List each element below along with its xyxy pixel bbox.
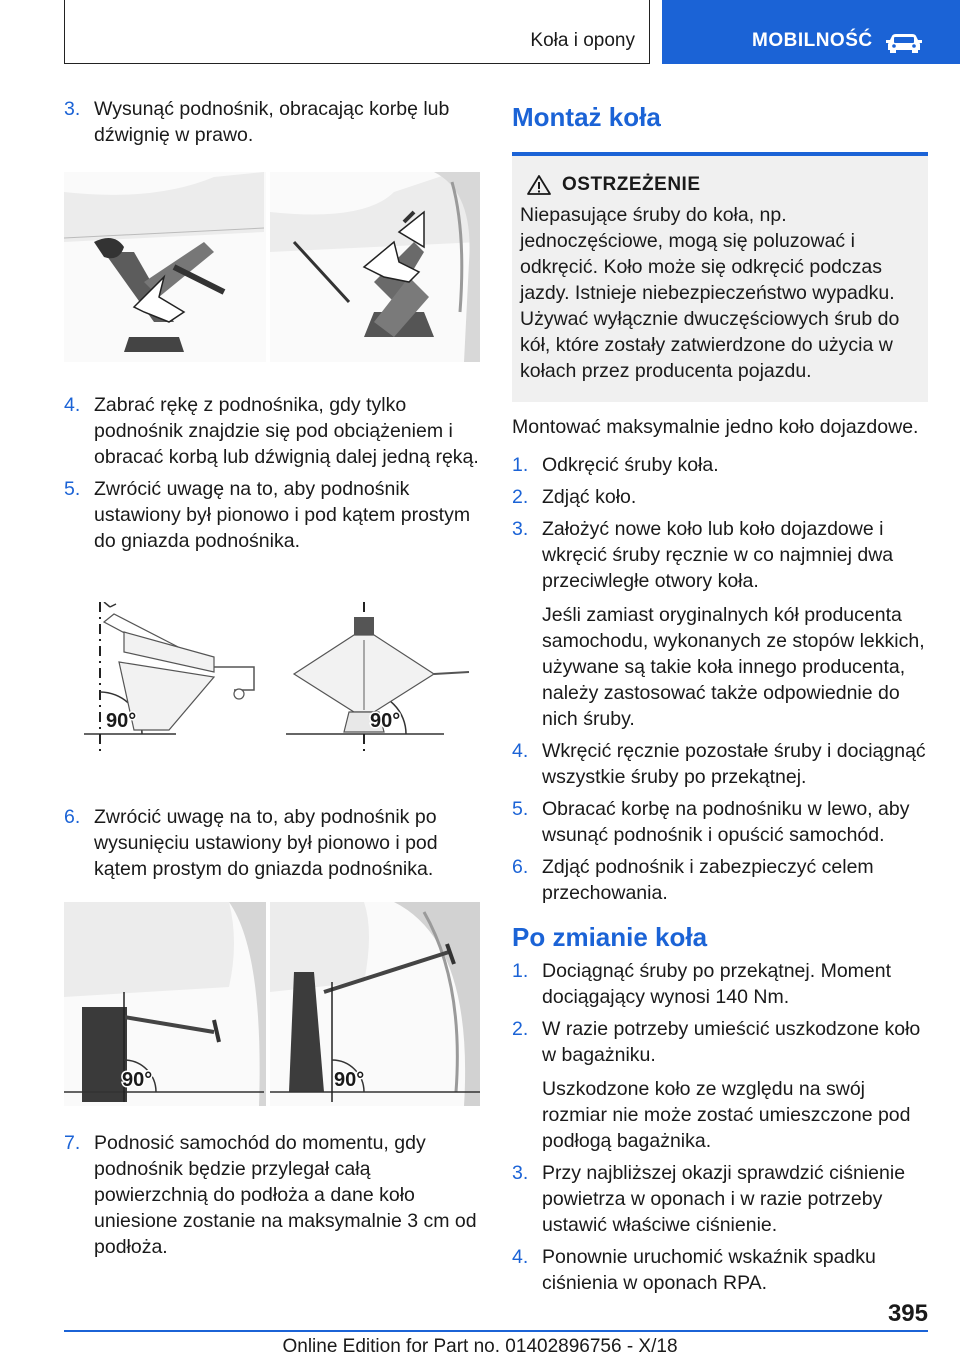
step-number: 6. xyxy=(512,856,529,878)
list-item xyxy=(512,958,928,1010)
warning-text: Niepasujące śruby do koła, np. jednoczęściowe, mogą się poluzować i odkręcić. Koło może się odkręcić podczas jazdy. Istnieje niebezpieczeństwo wypadku. Używać wyłącznie dwuczęściowych śrub do kół, które zostały zatwierdzone do użycia w kołach przez producenta pojazdu. xyxy=(520,204,900,382)
step-text: Zabrać rękę z podnośnika, gdy tylko podnośnik znajdzie się pod obciążeniem i obracać korbą lub dźwignią dalej jedną ręką. xyxy=(94,394,479,468)
step-number: 3. xyxy=(512,1162,529,1184)
step-text: Obracać korbę na podnośniku w lewo, aby wsunąć podnośnik i opuścić samochód. xyxy=(542,798,910,846)
step-text: Zwrócić uwagę na to, aby podnośnik po wysunięciu ustawiony był pionowo i pod kątem prostym do gniazda podnośnika. xyxy=(94,806,438,880)
step-text: Przy najbliższej okazji sprawdzić ciśnienie powietrza w oponach i w razie potrzeby ustawić właściwe ciśnienie. xyxy=(542,1162,906,1236)
right-column xyxy=(512,100,928,1296)
step-number: 3. xyxy=(64,98,81,120)
list-item xyxy=(512,484,928,510)
step-text: Wkręcić ręcznie pozostałe śruby i dociągnąć wszystkie śruby po przekątnej. xyxy=(542,740,926,788)
step-number: 1. xyxy=(512,454,529,476)
step-text: Odkręcić śruby koła. xyxy=(542,454,719,476)
list-item xyxy=(512,516,928,732)
step-number: 4. xyxy=(512,740,529,762)
step-number: 5. xyxy=(64,478,81,500)
step-text: Podnosić samochód do momentu, gdy podnośnik będzie przylegał całą powierzchnią do podłoża a dane koło uniesione zostanie na maksymalnie 3 cm od podłoża. xyxy=(94,1132,477,1258)
warning-title: OSTRZEŻENIE xyxy=(562,174,701,195)
header-chapter-tab xyxy=(662,0,960,64)
step-text: Założyć nowe koło lub koło dojazdowe i wkręcić śruby ręcznie w co najmniej dwa przeciwległe otwory koła. xyxy=(542,518,894,592)
angle-label: 90° xyxy=(106,710,137,732)
step-text: Zdjąć koło. xyxy=(542,486,637,508)
warning-box xyxy=(512,152,928,402)
step-text: W razie potrzeby umieścić uszkodzone koło w bagażniku. xyxy=(542,1018,921,1066)
after-change-steps-list xyxy=(512,958,928,1296)
step-text: Zdjąć podnośnik i zabezpieczyć celem przechowania. xyxy=(542,856,874,904)
step-text: Wysunąć podnośnik, obracając korbę lub dźwignię w prawo. xyxy=(94,98,450,146)
list-item xyxy=(64,1130,480,1260)
list-item xyxy=(512,738,928,790)
step-text: Ponownie uruchomić wskaźnik spadku ciśnienia w oponach RPA. xyxy=(542,1246,876,1294)
step-number: 4. xyxy=(512,1246,529,1268)
warning-header xyxy=(520,174,920,196)
list-item xyxy=(64,96,480,148)
step-text: Zwrócić uwagę na to, aby podnośnik ustawiony był pionowo i pod kątem prostym do gniazda podnośnika. xyxy=(94,478,471,552)
angle-label: 90° xyxy=(370,710,401,732)
mounting-steps-list xyxy=(512,452,928,906)
step-note: Uszkodzone koło ze względu na swój rozmiar nie może zostać umieszczone pod podłogą bagażnika. xyxy=(542,1078,911,1152)
list-item xyxy=(64,804,480,882)
step-number: 1. xyxy=(512,960,529,982)
list-item xyxy=(64,392,480,470)
step-number: 5. xyxy=(512,798,529,820)
list-item xyxy=(512,854,928,906)
step-number: 7. xyxy=(64,1132,81,1154)
list-item xyxy=(64,476,480,554)
section-title: Koła i opony xyxy=(530,30,635,51)
list-item xyxy=(512,1244,928,1296)
step-number: 4. xyxy=(64,394,81,416)
step-text: Dociągnąć śruby po przekątnej. Moment dociągający wynosi 140 Nm. xyxy=(542,960,892,1008)
figure-jack-90-degrees xyxy=(64,602,480,760)
list-item xyxy=(512,1160,928,1238)
figure-jack-under-car xyxy=(64,902,480,1106)
car-icon xyxy=(884,30,924,54)
intro-text: Montować maksymalnie jedno koło dojazdowe. xyxy=(512,416,919,438)
list-item xyxy=(512,452,928,478)
page-number: 395 xyxy=(887,1300,928,1327)
footer-edition: Online Edition for Part no. 01402896756 - X/18 xyxy=(282,1336,678,1357)
header-section-tab xyxy=(64,0,650,64)
list-item xyxy=(512,1016,928,1154)
left-column xyxy=(64,96,480,1260)
warning-icon xyxy=(526,174,552,196)
step-number: 6. xyxy=(64,806,81,828)
heading-after-wheel-change: Po zmianie koła xyxy=(512,922,708,952)
chapter-title: MOBILNOŚĆ xyxy=(752,30,873,51)
figure-jack-extension xyxy=(64,172,480,362)
angle-label: 90° xyxy=(334,1069,365,1091)
footer-divider xyxy=(64,1330,928,1332)
heading-wheel-mounting: Montaż koła xyxy=(512,102,661,132)
step-number: 3. xyxy=(512,518,529,540)
step-number: 2. xyxy=(512,486,529,508)
list-item xyxy=(512,796,928,848)
step-note: Jeśli zamiast oryginalnych kół producenta samochodu, wykonanych ze stopów lekkich, używane są takie koła innego producenta, należy zastosować także odpowiednie do nich śruby. xyxy=(542,604,925,730)
step-number: 2. xyxy=(512,1018,529,1040)
angle-label: 90° xyxy=(122,1069,153,1091)
